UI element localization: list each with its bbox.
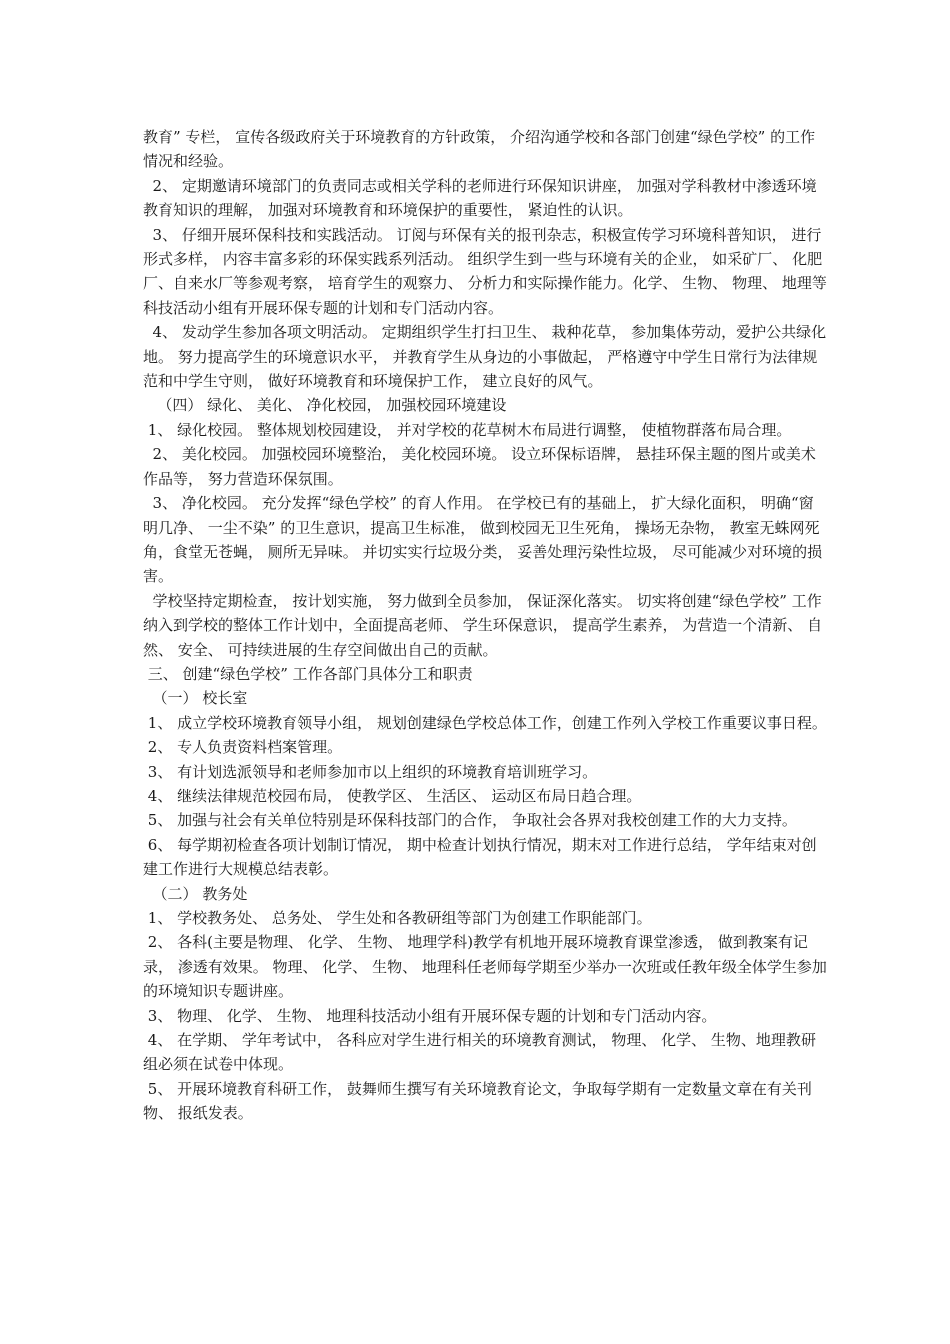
paragraph-principal-5: 5、 加强与社会有关单位特别是环保科技部门的合作， 争取社会各界对我校创建工作的大力支持。 [143, 811, 797, 830]
paragraph-principal-1: 1、 成立学校环境教育领导小组， 规划创建绿色学校总体工作，创建工作列入学校工作重要议事日程。 [143, 713, 827, 732]
paragraph-intro-continuation: 教育” 专栏， 宣传各级政府关于环境教育的方针政策， 介绍沟通学校和各部门创建“绿色学校” 的工作情况和经验。 [143, 128, 816, 171]
paragraph-principal-6: 6、 每学期初检查各项计划制订情况， 期中检查计划执行情况，期末对工作进行总结， 学年结束对创建工作进行大规模总结表彰。 [143, 835, 817, 879]
paragraph-item-3-activities: 3、 仔细开展环保科技和实践活动。 订阅与环保有关的报刊杂志，积极宣传学习环境科普知识， 进行形式多样， 内容丰富多彩的环保实践系列活动。 组织学生到一些与环境有关的企业， 如采矿厂、 化肥厂、自来水厂等参观考察， 培育学生的观察力、 分析力和实际操作能力。化学、 生物、 物理、 地理等科技活动小组有开展环保专题的计划和专门活动内容。 [143, 225, 827, 317]
subsection-heading-academic-affairs: （二） 教务处 [143, 884, 248, 903]
paragraph-principal-2: 2、 专人负责资料档案管理。 [143, 738, 343, 757]
paragraph-purifying: 3、 净化校园。 充分发挥“绿色学校” 的育人作用。 在学校已有的基础上， 扩大绿化面积， 明确“窗明几净、 一尘不染” 的卫生意识，提高卫生标准， 做到校园无卫生死角， 操场无杂物， 教室无蛛网死角，食堂无苍蝇， 厕所无异味。 并切实实行垃圾分类， 妥善处理污染性垃圾， 尽可能减少对环境的损害。 [143, 494, 823, 586]
subsection-heading-principal-office: （一） 校长室 [143, 689, 248, 708]
section-heading-four: （四） 绿化、 美化、 净化校园， 加强校园环境建设 [143, 396, 507, 415]
paragraph-item-4-civilization: 4、 发动学生参加各项文明活动。 定期组织学生打扫卫生、 栽种花草， 参加集体劳动，爱护公共绿化地。 努力提高学生的环境意识水平， 并教育学生从身边的小事做起， 严格遵守中学生日常行为法律规范和中学生守则， 做好环境教育和环境保护工作， 建立良好的风气。 [143, 323, 827, 391]
paragraph-academic-5: 5、 开展环境教育科研工作， 鼓舞师生撰写有关环境教育论文，争取每学期有一定数量文章在有关刊物、 报纸发表。 [143, 1079, 812, 1123]
paragraph-item-2-lectures: 2、 定期邀请环境部门的负责同志或相关学科的老师进行环保知识讲座， 加强对学科教材中渗透环境教育知识的理解， 加强对环境教育和环境保护的重要性， 紧迫性的认识。 [143, 176, 817, 220]
paragraph-inspection: 学校坚持定期检查， 按计划实施， 努力做到全员参加， 保证深化落实。 切实将创建“绿色学校” 工作纳入到学校的整体工作计划中，全面提高老师、 学生环保意识， 提高学生素养， 为营造一个清新、 自然、 安全、 可持续进展的生存空间做出自己的贡献。 [143, 591, 823, 659]
paragraph-beautifying: 2、 美化校园。 加强校园环境整治， 美化校园环境。 设立环保标语牌， 悬挂环保主题的图片或美术作品等， 努力营造环保氛围。 [143, 445, 816, 488]
paragraph-greening: 1、 绿化校园。 整体规划校园建设， 并对学校的花草树木布局进行调整， 使植物群落布局合理。 [143, 420, 792, 439]
paragraph-academic-4: 4、 在学期、 学年考试中， 各科应对学生进行相关的环境教育测试， 物理、 化学、 生物、地理教研组必须在试卷中体现。 [143, 1031, 816, 1074]
paragraph-academic-1: 1、 学校教务处、 总务处、 学生处和各教研组等部门为创建工作职能部门。 [143, 909, 652, 927]
section-heading-three: 三、 创建“绿色学校” 工作各部门具体分工和职责 [143, 664, 473, 683]
paragraph-academic-2: 2、 各科(主要是物理、 化学、 生物、 地理学科)教学有机地开展环境教育课堂渗透， 做到教案有记录， 渗透有效果。 物理、 化学、 生物、 地理科任老师每学期至少举办一次班或任教年级全体学生参加的环境知识专题讲座。 [143, 933, 827, 1001]
paragraph-academic-3: 3、 物理、 化学、 生物、 地理科技活动小组有开展环保专题的计划和专门活动内容。 [143, 1006, 717, 1025]
paragraph-principal-3: 3、 有计划选派领导和老师参加市以上组织的环境教育培训班学习。 [143, 762, 598, 781]
document-body [143, 125, 828, 1126]
paragraph-principal-4: 4、 继续法律规范校园布局， 使教学区、 生活区、 运动区布局日趋合理。 [143, 786, 642, 805]
